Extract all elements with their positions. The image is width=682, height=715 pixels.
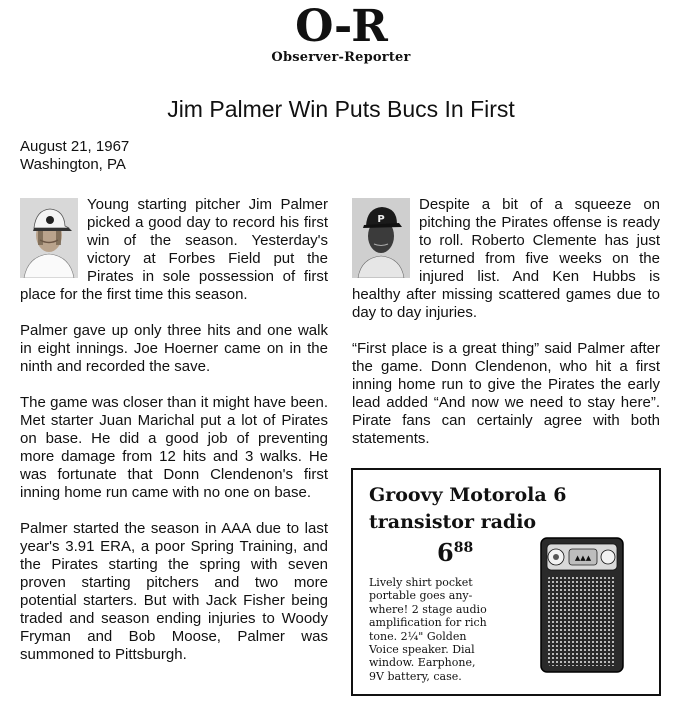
article-column-right xyxy=(352,196,660,466)
ad-title: Groovy Motorola 6 transistor radio xyxy=(369,484,567,533)
svg-text:▲▲▲: ▲▲▲ xyxy=(574,554,592,562)
article-date: August 21, 1967 xyxy=(20,138,130,155)
masthead-logo: O-R xyxy=(295,1,387,52)
article-column-left xyxy=(20,196,328,682)
article-paragraph: The game was closer than it might have been. Met starter Juan Marichal put a lot of Pirates on base. He did a good job of preventing more damage from 12 hits and 3 walks. He was fortunate that Donn Clendenon's first inning home run came with no one on base. xyxy=(20,394,328,501)
ad-price xyxy=(437,538,473,567)
player-photo xyxy=(352,198,410,278)
article-paragraph: P Despite a bit of a squeeze on pitching the Pirates offense is ready to roll. Roberto Clemente has just returned from five weeks on the injured list. And Ken Hubbs is healthy after missing scattered games due to day to day injuries. xyxy=(352,196,660,321)
pitcher-photo xyxy=(20,198,78,278)
article-paragraph: Young starting pitcher Jim Palmer picked a good day to record his first win of the season. Yesterday's victory at Forbes Field put the Pirates in sole possession of first place for the first time this season. xyxy=(20,196,328,303)
dateline xyxy=(20,138,129,174)
masthead-publication-name: Observer-Reporter xyxy=(271,50,411,65)
ad-price-cents: 88 xyxy=(453,540,474,556)
article-paragraph: “First place is a great thing” said Palmer after the game. Donn Clendenon, who hit a first inning home run to give the Pirates the early lead added “And now we need to stay here”. Pirate fans can certainly agree with both statements. xyxy=(352,340,660,447)
svg-text:P: P xyxy=(377,214,385,225)
ad-price-dollars: 6 xyxy=(437,538,454,567)
article-paragraph: Palmer started the season in AAA due to last year's 3.91 ERA, a poor Spring Training, and the Pirates starting the spring with seven proven starting pitchers and two more potential starters. But with Jack Fisher being traded and season ending injuries to Woody Fryman and Bob Moose, Palmer was summoned to Pittsburgh. xyxy=(20,520,328,663)
article-paragraph: Palmer gave up only three hits and one walk in eight innings. Joe Hoerner came on in the ninth and recorded the save. xyxy=(20,322,328,375)
transistor-radio-illustration xyxy=(539,536,625,674)
article-headline: Jim Palmer Win Puts Bucs In First xyxy=(167,96,515,122)
article-location: Washington, PA xyxy=(20,156,126,173)
ad-description: Lively shirt pocket portable goes any-where! 2 stage audio amplification for rich tone. 2¼" Golden Voice speaker. Dial window. Earphone, 9V battery, case. xyxy=(369,576,487,683)
radio-advertisement xyxy=(351,468,661,696)
